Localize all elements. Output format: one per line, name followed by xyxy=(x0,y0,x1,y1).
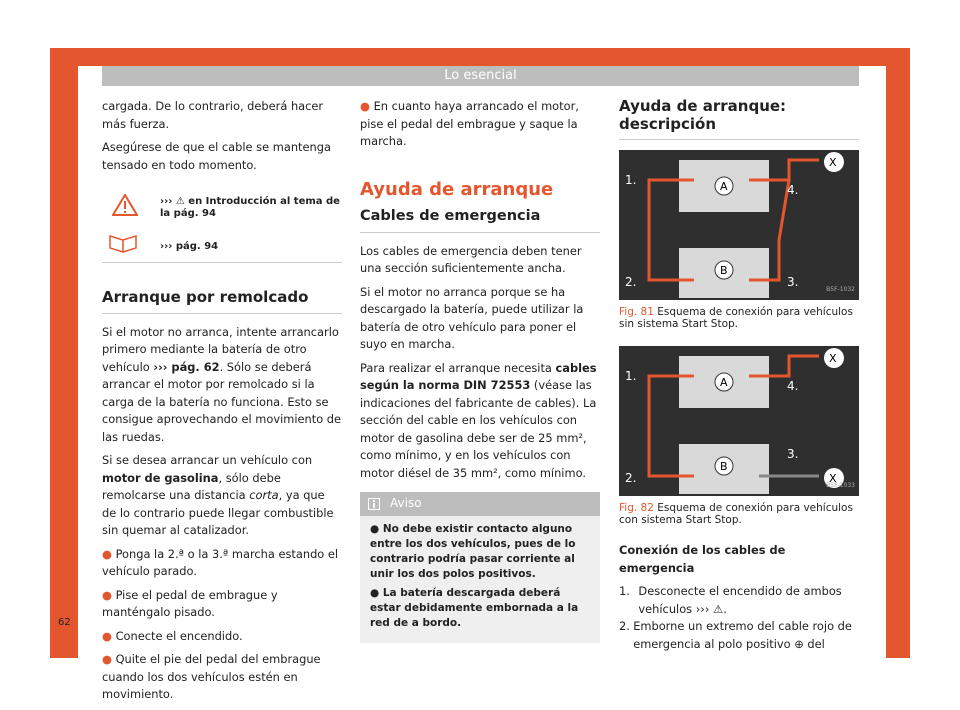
figure-82 xyxy=(619,346,859,496)
info-icon xyxy=(368,498,380,510)
book-icon xyxy=(108,232,140,254)
svg-text:4.: 4. xyxy=(787,183,799,197)
column-1 xyxy=(102,98,342,710)
jump-start-diagram xyxy=(619,150,859,300)
step: 2. Emborne un extremo del cable rojo de emergencia al polo positivo ⊕ del xyxy=(619,619,852,651)
notice-item: ● No debe existir contacto alguno entre los dos vehículos, pues de lo contrario podría pasar corriente al unir los dos polos positivos. xyxy=(370,522,576,580)
svg-text:X: X xyxy=(829,472,837,485)
paragraph: Si el motor no arranca porque se ha descargado la batería, puede utilizar la batería de otro vehículo para poner el suyo en marcha. xyxy=(360,284,584,351)
list-item: ● En cuanto haya arrancado el motor, pise el pedal del embrague y saque la marcha. xyxy=(360,99,579,148)
svg-text:1.: 1. xyxy=(625,369,637,383)
paragraph: Si se desea arrancar un vehículo con motor de gasolina, sólo debe remolcarse una distancia corta, ya que de lo contrario puede llegar combustible sin quemar al catalizador. xyxy=(102,453,334,537)
figure-caption: Fig. 82 Esquema de conexión para vehículos con sistema Start Stop. xyxy=(619,502,853,526)
svg-text:3.: 3. xyxy=(787,275,799,289)
page-link[interactable]: ››› pág. 62 xyxy=(153,359,220,374)
page-number: 62 xyxy=(58,617,71,628)
svg-text:A: A xyxy=(720,180,728,193)
svg-text:X: X xyxy=(829,352,837,365)
figure-id: B5F-1032 xyxy=(826,285,855,293)
warning-reference[interactable]: ››› ⚠ en Introducción al tema de la pág. 94 xyxy=(160,196,340,219)
svg-text:2.: 2. xyxy=(625,275,637,289)
column-3 xyxy=(619,98,859,653)
section-title: Arranque por remolcado xyxy=(102,289,342,314)
notice-box xyxy=(360,492,600,643)
section-title: Cables de emergencia xyxy=(360,208,600,233)
svg-text:A: A xyxy=(720,376,728,389)
running-header: Lo esencial xyxy=(102,66,859,86)
chapter-title: Ayuda de arranque xyxy=(360,178,554,200)
svg-text:4.: 4. xyxy=(787,379,799,393)
paragraph: Los cables de emergencia deben tener una sección suficientemente ancha. xyxy=(360,243,582,275)
figure-id: B5F-1033 xyxy=(826,481,855,489)
column-2 xyxy=(360,98,600,643)
figure-caption: Fig. 81 Esquema de conexión para vehículos sin sistema Start Stop. xyxy=(619,306,853,330)
paragraph: Asegúrese de que el cable se mantenga tensado en todo momento. xyxy=(102,140,331,172)
svg-text:3.: 3. xyxy=(787,447,799,461)
warning-icon xyxy=(112,194,138,216)
list-item: ● Ponga la 2.ª o la 3.ª marcha estando el vehículo parado. xyxy=(102,546,339,578)
list-item: ● Quite el pie del pedal del embrague cuando los dos vehículos estén en movimiento. xyxy=(102,652,321,701)
step-list xyxy=(619,583,859,653)
list-item: ● Conecte el encendido. xyxy=(102,628,243,643)
figure-81 xyxy=(619,150,859,300)
paragraph: cargada. De lo contrario, deberá hacer más fuerza. xyxy=(102,99,324,131)
jump-start-diagram xyxy=(619,346,859,496)
paragraph: Para realizar el arranque necesita cables según la norma DIN 72553 (véase las indicaciones del fabricante de cables). La sección del cable en los vehículos con motor de gasolina debe ser de 25 mm², como mínimo, y en los vehículos con motor diésel de 35 mm², como mínimo. xyxy=(360,360,597,480)
svg-text:B: B xyxy=(720,264,728,277)
paragraph: Si el motor no arranca, intente arrancarlo primero mediante la batería de otro vehículo ››› pág. 62. Sólo se deberá arrancar el motor por remolcado si la carga de la batería no funciona. Esto se consigue aprovechando el movimiento de las ruedas. xyxy=(102,324,342,444)
svg-text:2.: 2. xyxy=(625,471,637,485)
page-reference[interactable]: ››› pág. 94 xyxy=(160,241,219,252)
notice-item: ● La batería descargada deberá estar debidamente embornada a la red de a bordo. xyxy=(370,586,579,629)
svg-text:1.: 1. xyxy=(625,173,637,187)
reference-box xyxy=(102,190,342,263)
svg-text:B: B xyxy=(720,460,728,473)
notice-title: Aviso xyxy=(390,496,422,510)
section-title: Ayuda de arranque: descripción xyxy=(619,98,859,140)
step: 1. Desconecte el encendido de ambos vehículos ››› ⚠. xyxy=(619,584,842,616)
list-item: ● Pise el pedal de embrague y manténgalo pisado. xyxy=(102,587,278,619)
svg-text:X: X xyxy=(829,156,837,169)
subsection-title: Conexión de los cables de emergencia xyxy=(619,543,786,575)
